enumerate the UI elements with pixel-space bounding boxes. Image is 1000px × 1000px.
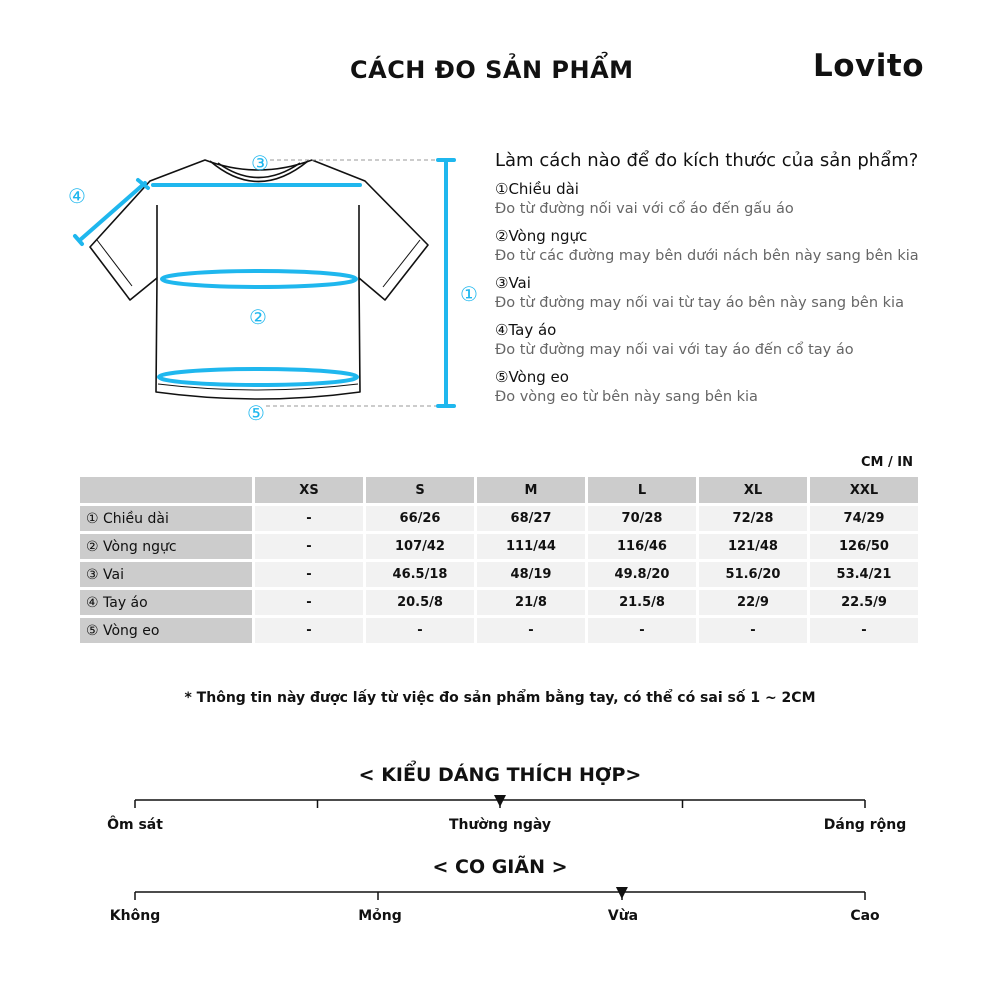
table-cell: 70/28: [588, 506, 696, 531]
guide-question: Làm cách nào để đo kích thước của sản phẩm?: [495, 150, 919, 171]
guide-item-waist: ⑤Vòng eo Đo vòng eo từ bên này sang bên kia: [495, 368, 758, 405]
row-label: ① Chiều dài: [80, 506, 252, 531]
fit-scale-title: < KIỂU DÁNG THÍCH HỢP>: [358, 764, 642, 786]
table-cell: 74/29: [810, 506, 918, 531]
table-cell: 22/9: [699, 590, 807, 615]
table-cell: 107/42: [366, 534, 474, 559]
table-row: [80, 506, 918, 531]
table-cell: 121/48: [699, 534, 807, 559]
table-row: [80, 590, 918, 615]
table-cell: -: [255, 506, 363, 531]
table-cell: -: [588, 618, 696, 643]
guide-item-length: ①Chiều dài Đo từ đường nối vai với cổ áo đến gấu áo: [495, 180, 794, 217]
table-cell: 72/28: [699, 506, 807, 531]
tshirt-diagram: [0, 140, 480, 430]
table-cell: 51.6/20: [699, 562, 807, 587]
table-cell: -: [255, 618, 363, 643]
marker-1: ①: [460, 282, 478, 306]
table-cell: 111/44: [477, 534, 585, 559]
fit-label-tight: Ôm sát: [107, 817, 163, 833]
table-cell: 68/27: [477, 506, 585, 531]
fit-scale: [0, 790, 1000, 820]
table-cell: -: [255, 562, 363, 587]
page-title: CÁCH ĐO SẢN PHẨM: [350, 56, 634, 84]
table-cell: -: [477, 618, 585, 643]
table-cell: -: [255, 590, 363, 615]
fit-label-loose: Dáng rộng: [823, 817, 907, 833]
col-xxl: XXL: [810, 477, 918, 503]
table-cell: 53.4/21: [810, 562, 918, 587]
marker-2: ②: [249, 305, 267, 329]
guide-item-shoulder: ③Vai Đo từ đường may nối vai từ tay áo bên này sang bên kia: [495, 274, 904, 311]
marker-4: ④: [68, 184, 86, 208]
table-cell: 66/26: [366, 506, 474, 531]
table-cell: -: [255, 534, 363, 559]
row-label: ② Vòng ngực: [80, 534, 252, 559]
table-row: [80, 562, 918, 587]
measuring-guide: [495, 150, 975, 414]
guide-item-sleeve: ④Tay áo Đo từ đường may nối vai với tay áo đến cổ tay áo: [495, 321, 854, 358]
table-cell: 126/50: [810, 534, 918, 559]
measurement-note: * Thông tin này được lấy từ việc đo sản phẩm bằng tay, có thể có sai số 1 ~ 2CM: [184, 690, 816, 706]
table-cell: -: [366, 618, 474, 643]
table-header-row: [80, 477, 918, 503]
marker-5: ⑤: [247, 401, 265, 425]
brand-logo: Lovito: [813, 48, 925, 84]
col-m: M: [477, 477, 585, 503]
units-label: CM / IN: [861, 455, 913, 470]
table-cell: 21/8: [477, 590, 585, 615]
stretch-label-slight: Mỏng: [358, 908, 402, 924]
table-cell: 116/46: [588, 534, 696, 559]
table-row: [80, 534, 918, 559]
fit-scale-pointer: [494, 795, 506, 807]
col-l: L: [588, 477, 696, 503]
col-xl: XL: [699, 477, 807, 503]
marker-3: ③: [251, 151, 269, 175]
col-xs: XS: [255, 477, 363, 503]
size-table: [77, 474, 921, 646]
tshirt-outline: [90, 160, 428, 399]
table-cell: 20.5/8: [366, 590, 474, 615]
guide-item-chest: ②Vòng ngực Đo từ các đường may bên dưới nách bên này sang bên kia: [495, 227, 919, 264]
table-cell: 48/19: [477, 562, 585, 587]
table-cell: -: [810, 618, 918, 643]
stretch-label-high: Cao: [850, 908, 880, 924]
stretch-label-medium: Vừa: [607, 908, 639, 924]
col-s: S: [366, 477, 474, 503]
table-cell: 46.5/18: [366, 562, 474, 587]
table-cell: 49.8/20: [588, 562, 696, 587]
row-label: ⑤ Vòng eo: [80, 618, 252, 643]
row-label: ④ Tay áo: [80, 590, 252, 615]
stretch-label-none: Không: [109, 908, 161, 924]
fit-label-regular: Thường ngày: [448, 817, 552, 833]
table-cell: -: [699, 618, 807, 643]
row-label: ③ Vai: [80, 562, 252, 587]
stretch-scale-pointer: [616, 887, 628, 899]
table-cell: 22.5/9: [810, 590, 918, 615]
table-corner: [80, 477, 252, 503]
stretch-scale-title: < CO GIÃN >: [432, 856, 568, 878]
table-row: [80, 618, 918, 643]
table-cell: 21.5/8: [588, 590, 696, 615]
